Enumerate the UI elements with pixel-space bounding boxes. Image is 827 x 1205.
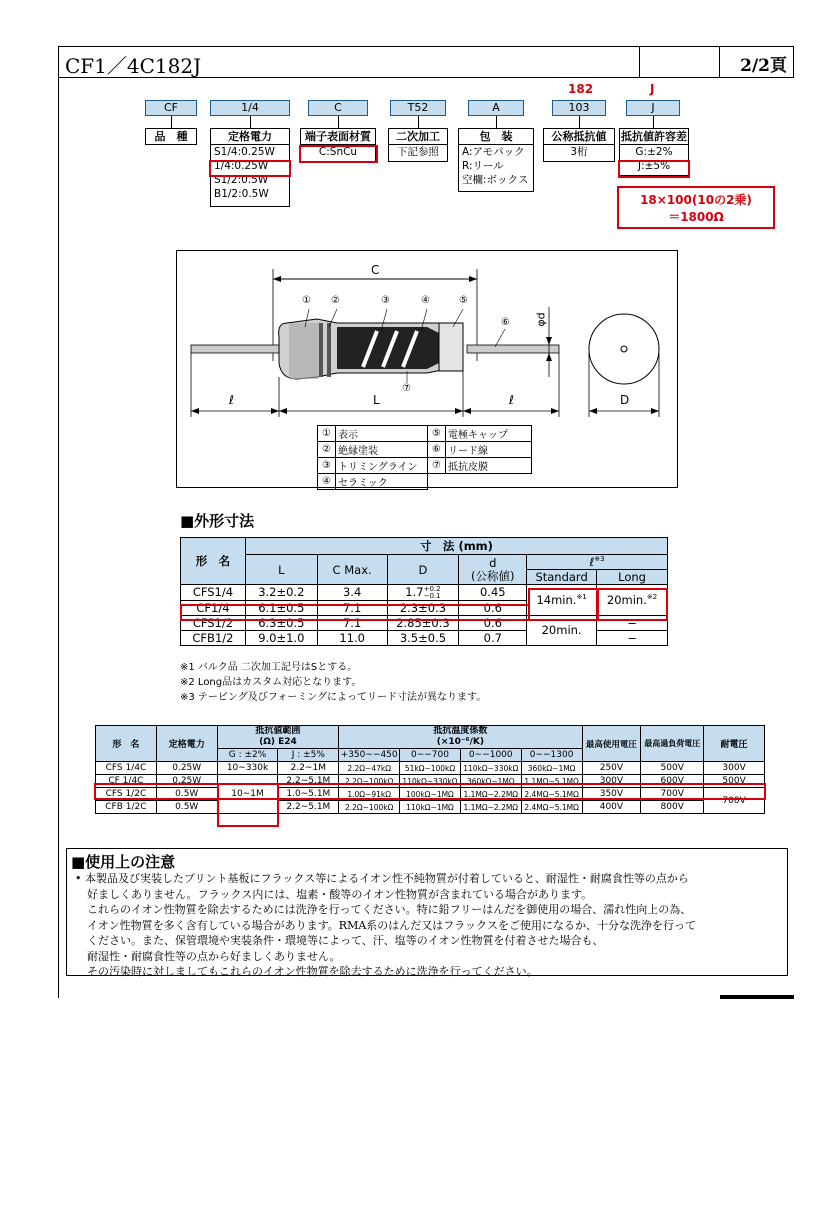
dim-D: 2.85±0.3 [387,615,459,630]
label-resistance [543,128,615,162]
spec-header-withstand: 耐電圧 [704,726,765,762]
spec-withstand: 500V [704,775,765,788]
dim-lead-long: − [597,630,668,645]
spec-power: 0.5W [156,788,217,801]
label-secondary-title: 二次加工 [389,129,447,145]
spec-maxv: 300V [582,775,641,788]
dimensions-title: ■外形寸法 [180,512,255,530]
dim-model: CFS1/2 [181,615,246,630]
spec-maxv: 250V [582,762,641,775]
legend-num: ⑦ [428,458,446,474]
dim-d: 0.6 [459,600,527,615]
note-3: ※3 テーピング及びフォーミングによってリード寸法が異なります。 [180,692,487,703]
dim-lead-long-text: 20min. [606,592,647,607]
code-terminal: C [308,100,368,116]
highlight-box-power [209,160,291,177]
legend-text: 電極キャップ [446,426,532,442]
spec-t4: 2.4MΩ∼5.1MΩ [521,801,582,814]
spec-header-range [217,726,339,749]
dim-header-lead-text: ℓ [589,555,595,569]
spec-power: 0.25W [156,762,217,775]
spec-t1: 2.2Ω∼100kΩ [339,775,400,788]
dim-C: 7.1 [317,615,387,630]
connector-line [496,116,497,128]
dim-D [387,585,459,601]
tolerance-option: J:±5% [637,160,671,172]
highlight-box-terminal [299,145,378,163]
dim-C: 7.1 [317,600,387,615]
label-packaging [458,128,534,192]
code-resistance: 103 [552,100,606,116]
spec-header-t3: 0∼−1000 [460,749,521,762]
dim-L: 9.0±1.0 [245,630,317,645]
highlight-tolerance: J [650,82,655,96]
dim-header-d-sub: (公称値) [471,568,515,583]
dim-L: 6.1±0.5 [245,600,317,615]
connector-line [418,116,419,128]
spec-header-model: 形 名 [96,726,157,762]
label-terminal-title: 端子表面材質 [301,129,375,145]
power-option: 1/4:0.25W [214,160,269,172]
legend-text: リード線 [446,442,532,458]
label-kind-text: 品 種 [154,130,188,143]
connector-line [171,116,172,128]
bottom-rule [720,995,794,999]
highlight-g-range [217,783,279,827]
dim-lead-std-sup: ※1 [576,592,587,601]
spec-header-power: 定格電力 [156,726,217,762]
resistance-option: 3桁 [570,146,588,158]
callout-4: ④ [421,295,430,306]
spec-header-range-text: 抵抗値範囲 [255,726,301,736]
spec-header-overload: 最高過負荷電圧 [641,726,704,762]
spec-t1: 2.2Ω∼100kΩ [339,801,400,814]
caution-title: ■使用上の注意 [71,853,176,871]
spec-j: 2.2∼1M [278,762,339,775]
dim-c-label: C [371,263,380,277]
highlight-row-cf14c [94,783,766,800]
dim-lead-left: ℓ [229,393,234,407]
dim-lead-long-sup: ※2 [646,592,658,601]
spec-t2: 51kΩ∼100kΩ [400,762,461,775]
dim-header-model: 形 名 [181,538,246,585]
spec-t1: 2.2Ω∼47kΩ [339,762,400,775]
legend-text: セラミック [336,474,428,490]
code-tolerance: J [626,100,680,116]
dim-L: 6.3±0.5 [245,615,317,630]
caution-line: • 本製品及び実装したプリント基板にフラックス等によるイオン性不純物質が付着していると、耐湿性・耐腐食性等の点から [75,872,689,885]
spec-g: 10∼330k [217,762,278,775]
spec-header-t4: 0∼−1300 [521,749,582,762]
spec-header-t1: +350∼−450 [340,750,398,760]
dim-header-lead [527,555,668,570]
dim-header-D: D [387,555,459,585]
dim-D: 2.3±0.3 [387,600,459,615]
power-option: S1/2:0.5W [214,174,269,186]
legend-text: トリミングライン [336,458,428,474]
dim-C: 3.4 [317,585,387,601]
spec-j: 2.2∼5.1M [278,775,339,788]
spec-g-merged: 10∼1M [217,775,278,814]
callout-2: ② [331,295,340,306]
power-option: S1/4:0.25W [214,146,275,158]
dim-D-minus: −0.1 [423,591,441,600]
callout-7: ⑦ [402,383,411,394]
spec-t4: 1.1MΩ∼5.1MΩ [521,775,582,788]
label-tolerance-title: 抵抗値許容差 [621,130,687,143]
connector-line [653,116,654,128]
spec-t3: 110kΩ∼330kΩ [460,762,521,775]
packaging-option: 空欄:ボックス [462,174,529,186]
table-row [96,762,765,775]
connector-line [250,116,251,128]
callout-5: ⑤ [459,295,468,306]
dim-d: 0.45 [459,585,527,601]
caution-line: 耐湿性・耐腐食性等の点から好ましくありません。 [87,949,341,963]
dim-lead-std-text: 14min. [536,592,577,607]
spec-header-maxv: 最高使用電圧 [582,726,641,762]
label-secondary [388,128,448,162]
spec-overload: 800V [641,801,704,814]
code-secondary: T52 [390,100,446,116]
note-1: ※1 バルク品 二次加工記号はSとする。 [180,662,358,673]
code-cf: CF [145,100,197,116]
table-row [96,801,765,814]
resistance-calc-box [617,186,775,229]
spec-t4: 360kΩ∼1MΩ [521,762,582,775]
dim-header-d [459,555,527,585]
highlight-value: 182 [568,82,594,96]
dim-model: CF1/4 [181,600,246,615]
spec-t3: 1.1MΩ∼2.2MΩ [460,801,521,814]
dim-L: 3.2±0.2 [245,585,317,601]
callout-1: ① [302,295,311,306]
dim-header-C: C Max. [317,555,387,585]
terminal-option: C:SnCu [318,146,358,158]
dim-D-val: 1.7 [405,585,424,599]
dim-D-plus: +0.2 [423,584,441,593]
spec-t2: 110kΩ∼330kΩ [400,775,461,788]
tolerance-option: G:±2% [635,146,673,158]
highlight-long [597,588,668,621]
spec-header-range-sub: (Ω) E24 [259,737,297,747]
page-number: 2/2頁 [740,56,787,76]
dim-header-L: L [245,555,317,585]
power-option: B1/2:0.5W [214,188,269,200]
dim-lead-right: ℓ [509,393,514,407]
legend-num: ② [318,442,336,458]
note-2: ※2 Long品はカスタム対応となります。 [180,677,362,688]
spec-model: CFS 1/4C [96,762,157,775]
spec-t3: 360kΩ∼1MΩ [460,775,521,788]
usage-caution [66,848,788,976]
caution-line: 好ましくありません。フラックス内には、塩素・酸等のイオン性物質が含まれている場合があります。 [87,887,593,901]
legend-num: ⑥ [428,442,446,458]
dim-header-size: 寸 法 (mm) [245,538,667,555]
caution-line: その汚染時に対しましてもこれらのイオン性物質を除去するために洗浄を行ってください。 [87,965,538,978]
spec-header-tcr-text: 抵抗温度係数 [433,726,488,736]
spec-header-g: G : ±2% [217,749,278,762]
spec-table [95,725,765,814]
dim-l-label: L [373,393,380,407]
legend-num: ④ [318,474,336,490]
dim-d: 0.7 [459,630,527,645]
caution-line: ください。また、保管環境や実装条件・環境等によって、汗、塩等のイオン性物質を付着させた場合も、 [87,934,604,947]
dim-d-label: D [620,393,630,407]
spec-t2: 100kΩ∼1MΩ [400,788,461,801]
dim-lead-long: − [597,615,668,630]
dim-C: 11.0 [317,630,387,645]
highlight-row-cf14 [180,604,530,621]
packaging-option: A:アモパック [462,146,525,158]
dim-header-long: Long [597,570,668,585]
spec-j: 1.0∼5.1M [278,788,339,801]
dim-header-standard: Standard [527,570,597,585]
dim-header-lead-sup: ※3 [594,555,605,564]
legend-num: ③ [318,458,336,474]
label-resistance-title: 公称抵抗値 [544,129,614,145]
spec-model: CFB 1/2C [96,801,157,814]
spec-t4: 2.4MΩ∼5.1MΩ [521,788,582,801]
spec-withstand: 300V [704,762,765,775]
code-packaging: A [468,100,524,116]
legend-text: 絶縁塗装 [336,442,428,458]
legend-text: 抵抗皮膜 [446,458,532,474]
label-packaging-title: 包 装 [459,129,533,145]
dim-lead-standard: 20min. [527,615,597,645]
spec-header-t2: 0∼−700 [400,749,461,762]
spec-maxv: 350V [582,788,641,801]
spec-overload: 500V [641,762,704,775]
callout-6: ⑥ [501,317,510,328]
spec-header-j: J : ±5% [278,749,339,762]
spec-withstand-merged: 700V [704,788,765,814]
secondary-option: 下記参照 [397,146,439,158]
spec-t3: 1.1MΩ∼2.2MΩ [460,788,521,801]
label-power-title: 定格電力 [211,129,289,145]
spec-header-tcr-sub: (×10⁻⁶/K) [436,737,484,747]
spec-model: CFS 1/2C [96,788,157,801]
spec-j: 2.2∼5.1M [278,801,339,814]
dim-phi-d-label: φd [534,312,548,327]
connector-line [579,116,580,128]
spec-t2: 110kΩ∼1MΩ [400,801,461,814]
parts-legend [317,425,532,490]
code-power: 1/4 [210,100,290,116]
caution-body [75,871,785,980]
spec-maxv: 400V [582,801,641,814]
resistor-drawing-frame [176,250,678,488]
legend-num: ① [318,426,336,442]
caution-line: イオン性物質を多く含有している場合があります。RMA系のはんだ又はフラックスをご使用になるか、十分な洗浄を行って [87,918,696,932]
spec-header-tcr [339,726,582,749]
dim-d: 0.6 [459,615,527,630]
document-title: CF1／4C182J [65,54,202,78]
part-number-breakdown [0,0,827,240]
spec-overload: 700V [641,788,704,801]
connector-line [338,116,339,128]
legend-text: 表示 [336,426,428,442]
spec-t1: 1.0Ω∼91kΩ [339,788,400,801]
highlight-box-tolerance [618,160,690,178]
dim-header-d-text: d [489,555,497,570]
highlight-standard [528,588,598,621]
calc-line-1: 18×100(10の2乗) [640,193,752,207]
spec-overload: 600V [641,775,704,788]
label-kind [145,128,197,145]
caution-line: これらのイオン性物質を除去するためには洗浄を行ってください。特に鉛フリーはんだを御使用の場合、濡れ性向上の為、 [87,903,692,916]
calc-line-2: ＝1800Ω [668,210,724,224]
dim-model: CFS1/4 [181,585,246,601]
packaging-option: R:リール [462,160,504,172]
legend-num: ⑤ [428,426,446,442]
dim-D: 3.5±0.5 [387,630,459,645]
spec-power: 0.5W [156,801,217,814]
spec-model: CF 1/4C [96,775,157,788]
dim-model: CFB1/2 [181,630,246,645]
spec-power: 0.25W [156,775,217,788]
callout-3: ③ [381,295,390,306]
